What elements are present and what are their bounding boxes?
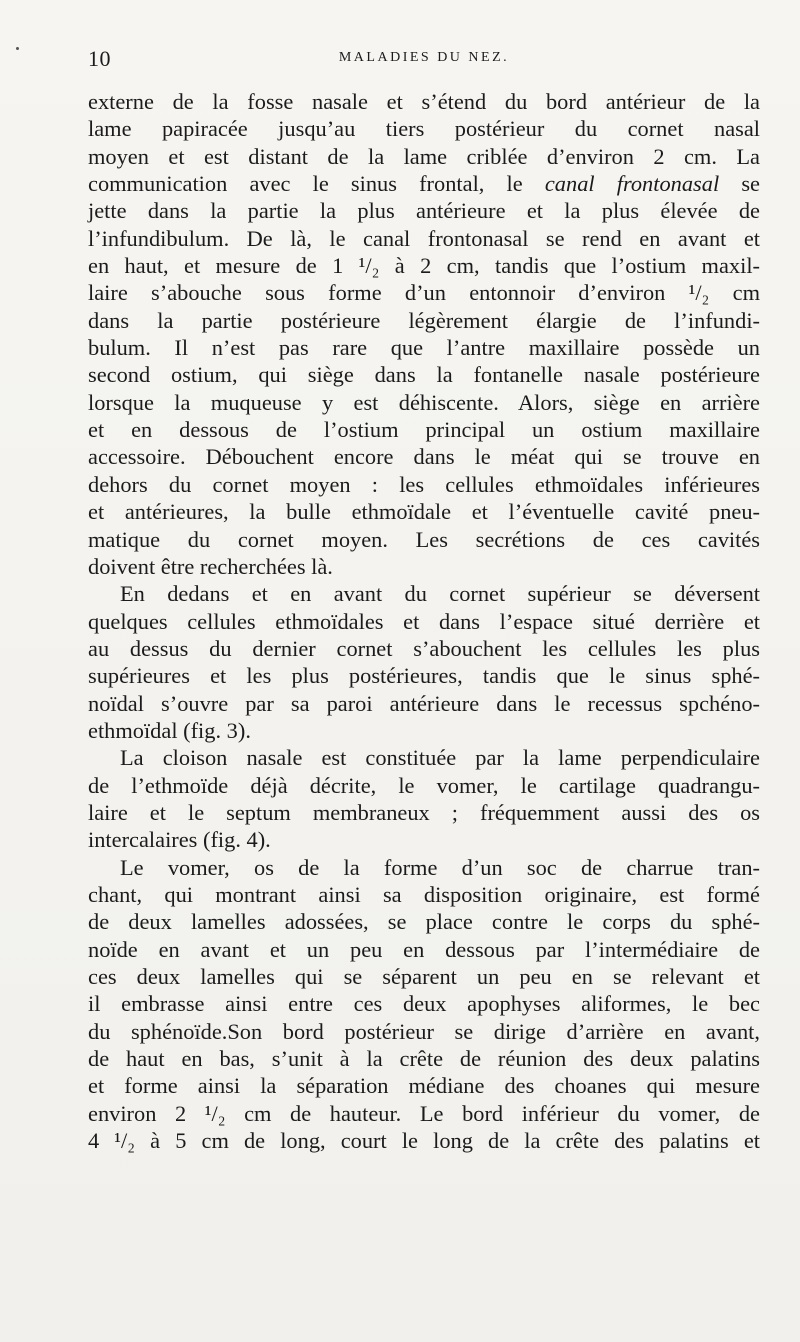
text-line: laire s’abouche sous forme d’un entonnoir d’environ ¹/₂ cm [88, 280, 760, 306]
text-line: dehors du cornet moyen : les cellules ethmoïdales inférieures [88, 471, 760, 497]
text-line: bulum. Il n’est pas rare que l’antre maxillaire possède un [88, 335, 760, 361]
text-segment: communication avec le sinus frontal, le [88, 171, 545, 197]
text-line: en haut, et mesure de 1 ¹/₂ à 2 cm, tandis que l’ostium maxil- [88, 253, 760, 279]
page-header [88, 46, 760, 76]
text-line: intercalaires (fig. 4). [88, 827, 271, 853]
body-text [88, 88, 760, 1154]
text-line: En dedans et en avant du cornet supérieur se déversent [120, 581, 760, 607]
text-line: au dessus du dernier cornet s’abouchent les cellules les plus [88, 635, 760, 661]
text-line: supérieures et les plus postérieures, tandis que le sinus sphé- [88, 663, 760, 689]
ink-speck [16, 47, 19, 50]
text-line: de haut en bas, s’unit à la crête de réunion des deux palatins [88, 1046, 760, 1072]
text-line: de deux lamelles adossées, se place contre le corps du sphé- [88, 909, 760, 935]
text-line: il embrasse ainsi entre ces deux apophyses aliformes, le bec [88, 991, 760, 1017]
text-line: jette dans la partie la plus antérieure et la plus élevée de [88, 198, 760, 224]
text-line: l’infundibulum. De là, le canal frontonasal se rend en avant et [88, 225, 760, 251]
text-line: quelques cellules ethmoïdales et dans l’espace situé derrière et [88, 608, 760, 634]
page-number: 10 [88, 46, 111, 71]
text-line: moyen et est distant de la lame criblée d’environ 2 cm. La [88, 143, 760, 169]
text-line: noïde en avant et un peu en dessous par l’intermédiaire de [88, 936, 760, 962]
text-line: matique du cornet moyen. Les secrétions de ces cavités [88, 526, 760, 552]
text-line: ethmoïdal (fig. 3). [88, 717, 251, 743]
text-line: du sphénoïde.Son bord postérieur se dirige d’arrière en avant, [88, 1018, 760, 1044]
text-line: laire et le septum membraneux ; fréquemment aussi des os [88, 799, 760, 825]
text-line: externe de la fosse nasale et s’étend du bord antérieur de la [88, 89, 760, 114]
text-line: dans la partie postérieure légèrement élargie de l’infundi- [88, 307, 760, 333]
text-line [88, 170, 760, 197]
text-line: environ 2 ¹/₂ cm de hauteur. Le bord inférieur du vomer, de [88, 1100, 760, 1126]
text-line: ces deux lamelles qui se séparent un peu en se relevant et [88, 964, 760, 989]
text-line: et en dessous de l’ostium principal un ostium maxillaire [88, 417, 760, 443]
text-line: noïdal s’ouvre par sa paroi antérieure dans le recessus spchéno- [88, 690, 760, 716]
text-line: 4 ¹/₂ à 5 cm de long, court le long de la crête des palatins et [88, 1128, 760, 1154]
text-line: de l’ethmoïde déjà décrite, le vomer, le cartilage quadrangu- [88, 772, 760, 798]
text-line: Le vomer, os de la forme d’un soc de charrue tran- [120, 854, 760, 880]
running-head: MALADIES DU NEZ. [338, 50, 510, 65]
text-line: et antérieures, la bulle ethmoïdale et l’éventuelle cavité pneu- [88, 499, 760, 525]
italic-term: canal frontonasal [544, 171, 720, 197]
text-line: lame papiracée jusqu’au tiers postérieur du cornet nasal [88, 116, 760, 142]
text-line: second ostium, qui siège dans la fontanelle nasale postérieure [88, 362, 760, 388]
text-line: et forme ainsi la séparation médiane des choanes qui mesure [88, 1073, 760, 1099]
text-line: La cloison nasale est constituée par la lame perpendiculaire [120, 745, 760, 771]
text-segment: se [719, 171, 760, 197]
text-line: accessoire. Débouchent encore dans le méat qui se trouve en [88, 444, 760, 470]
text-line: lorsque la muqueuse y est déhiscente. Alors, siège en arrière [88, 389, 760, 415]
text-line: chant, qui montrant ainsi sa disposition originaire, est formé [88, 881, 760, 907]
text-line: doivent être recherchées là. [88, 553, 333, 579]
